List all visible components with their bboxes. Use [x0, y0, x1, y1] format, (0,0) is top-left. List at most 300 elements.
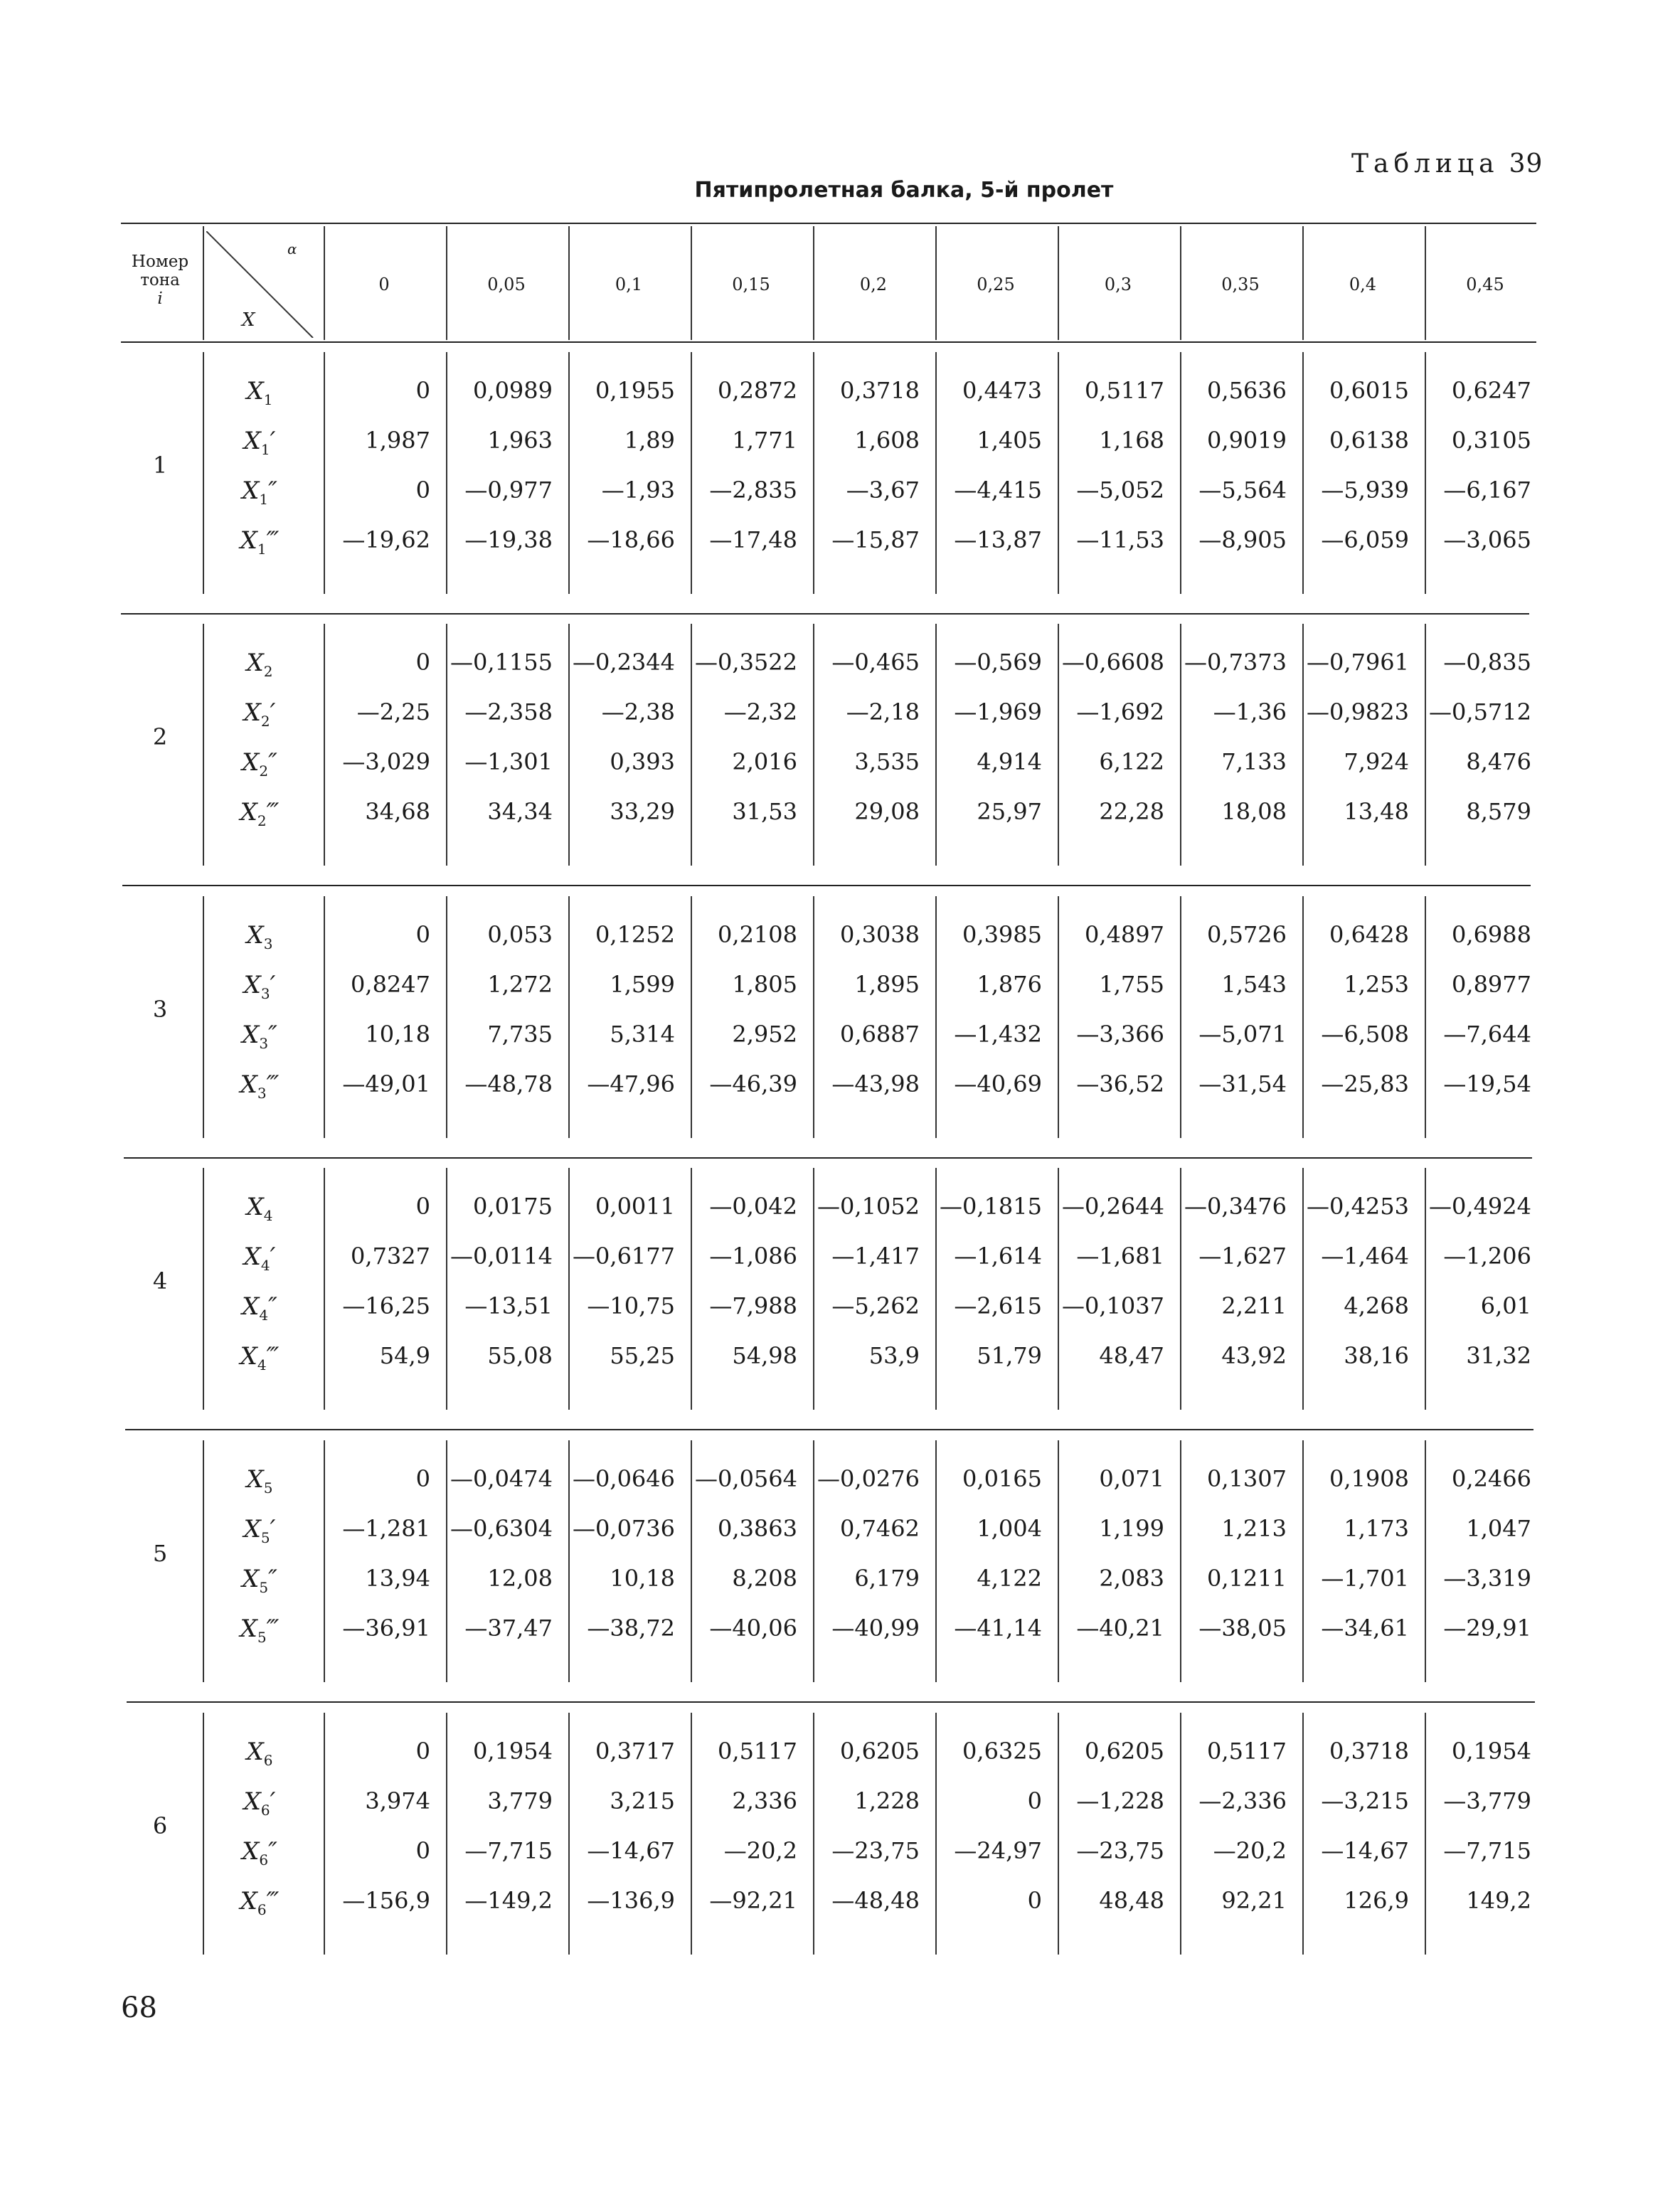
column-line: [935, 1168, 937, 1410]
column-header-2: 0,1: [615, 275, 643, 294]
table-cell: 0,2108: [718, 921, 797, 948]
variable-label: [206, 1565, 313, 1596]
table-cell: 0,0011: [595, 1193, 675, 1220]
table-cell: —1,281: [342, 1515, 430, 1542]
variable-symbol: X: [240, 1342, 257, 1371]
table-cell: —48,48: [831, 1887, 920, 1914]
variable-subscript: 6: [257, 1900, 267, 1918]
table-cell: —0,4924: [1429, 1193, 1531, 1220]
column-header-3: 0,15: [732, 275, 770, 294]
table-cell: 0,9019: [1207, 427, 1287, 454]
table-cell: 0,3985: [962, 921, 1042, 948]
column-line: [1302, 1440, 1304, 1682]
table-cell: —0,1052: [817, 1193, 920, 1220]
table-cell: —40,21: [1076, 1615, 1164, 1642]
table-cell: 2,336: [732, 1787, 797, 1814]
table-cell: —36,52: [1076, 1070, 1164, 1097]
table-cell: —136,9: [587, 1887, 675, 1914]
variable-symbol: X: [246, 1465, 264, 1494]
table-cell: 0,8977: [1452, 971, 1531, 998]
table-cell: 33,29: [610, 798, 675, 825]
header-column-line: [813, 226, 814, 340]
table-cell: 0,053: [487, 921, 553, 948]
table-cell: 7,924: [1344, 748, 1409, 775]
variable-label: [206, 1193, 313, 1224]
table-cell: —38,05: [1198, 1615, 1287, 1642]
table-cell: 0,8247: [351, 971, 430, 998]
table-cell: —2,615: [954, 1292, 1042, 1319]
table-cell: 4,122: [977, 1565, 1042, 1592]
table-cell: 0,393: [610, 748, 675, 775]
variable-label: [206, 377, 313, 408]
variable-symbol: X: [242, 1837, 260, 1866]
table-cell: —5,564: [1198, 477, 1287, 504]
table-cell: 0,1955: [595, 377, 675, 404]
column-header-6: 0,3: [1104, 275, 1132, 294]
table-cell: 13,94: [365, 1565, 430, 1592]
column-line: [324, 1168, 325, 1410]
table-cell: 1,987: [365, 427, 430, 454]
column-line: [568, 352, 570, 594]
column-line: [324, 1440, 325, 1682]
table-cell: 1,405: [977, 427, 1042, 454]
column-line: [691, 624, 692, 866]
table-cell: 0,5726: [1207, 921, 1287, 948]
column-line: [1180, 1168, 1181, 1410]
column-line: [1425, 896, 1426, 1138]
variable-label: [206, 1021, 313, 1052]
header-column-line: [203, 226, 204, 340]
column-line: [1302, 624, 1304, 866]
table-cell: —0,835: [1443, 649, 1531, 676]
variable-subscript: 6: [263, 1751, 273, 1769]
variable-symbol: X: [240, 1887, 257, 1915]
variable-symbol: X: [240, 798, 257, 826]
variable-label: [206, 798, 313, 829]
table-cell: 1,963: [487, 427, 553, 454]
table-cell: —6,508: [1321, 1021, 1409, 1048]
table-cell: 4,268: [1344, 1292, 1409, 1319]
table-cell: —1,086: [709, 1243, 797, 1270]
table-cell: 0,3038: [840, 921, 920, 948]
table-cell: —0,9823: [1307, 698, 1409, 725]
variable-subscript: 4: [263, 1206, 273, 1224]
table-cell: 0,4897: [1085, 921, 1164, 948]
table-cell: 3,535: [854, 748, 920, 775]
table-cell: 0: [415, 921, 430, 948]
column-line: [324, 1713, 325, 1955]
table-cell: —36,91: [342, 1615, 430, 1642]
table-cell: 1,004: [977, 1515, 1042, 1542]
header-row-label-line1: Номер: [131, 252, 189, 271]
column-line: [1425, 352, 1426, 594]
column-line: [1302, 896, 1304, 1138]
table-cell: 12,08: [487, 1565, 553, 1592]
table-cell: —40,06: [709, 1615, 797, 1642]
table-cell: 2,952: [732, 1021, 797, 1048]
column-line: [813, 1168, 814, 1410]
table-cell: —5,262: [831, 1292, 920, 1319]
column-line: [935, 1440, 937, 1682]
table-cell: 0,1908: [1329, 1465, 1409, 1492]
table-cell: 0,7462: [840, 1515, 920, 1542]
column-line: [935, 1713, 937, 1955]
table-cell: —40,99: [831, 1615, 920, 1642]
header-row-label-line2: тона: [140, 271, 180, 289]
variable-subscript: 1: [260, 440, 270, 458]
variable-subscript: 5: [260, 1529, 270, 1546]
table-cell: —0,4253: [1307, 1193, 1409, 1220]
header-column-line: [568, 226, 570, 340]
table-cell: —0,2644: [1062, 1193, 1164, 1220]
table-cell: 0,3717: [595, 1738, 675, 1765]
table-cell: —17,48: [709, 526, 797, 553]
table-cell: 38,16: [1344, 1342, 1409, 1369]
variable-symbol: X: [240, 1615, 257, 1643]
table-cell: —3,029: [342, 748, 430, 775]
variable-subscript: 3: [263, 935, 273, 952]
table-cell: —2,835: [709, 477, 797, 504]
table-cell: 0: [415, 1837, 430, 1864]
variable-subscript: 5: [263, 1479, 273, 1496]
table-cell: —7,644: [1443, 1021, 1531, 1048]
header-column-line: [1302, 226, 1304, 340]
table-cell: —37,47: [464, 1615, 553, 1642]
table-cell: 0,2872: [718, 377, 797, 404]
table-cell: 48,48: [1099, 1887, 1164, 1914]
variable-label: [206, 649, 313, 680]
variable-primes: ″: [268, 477, 277, 505]
table-cell: —0,7373: [1184, 649, 1287, 676]
table-cell: —8,905: [1198, 526, 1287, 553]
table-cell: 0,1954: [473, 1738, 553, 1765]
column-line: [568, 624, 570, 866]
column-line: [203, 1168, 204, 1410]
variable-label: [206, 526, 313, 558]
column-line: [1180, 352, 1181, 594]
column-line: [203, 352, 204, 594]
table-cell: 18,08: [1221, 798, 1287, 825]
header-column-line: [446, 226, 447, 340]
column-line: [935, 352, 937, 594]
table-cell: —5,071: [1198, 1021, 1287, 1048]
column-line: [1302, 1168, 1304, 1410]
table-cell: —11,53: [1076, 526, 1164, 553]
table-cell: 2,211: [1221, 1292, 1287, 1319]
header-column-line: [935, 226, 937, 340]
table-cell: —47,96: [587, 1070, 675, 1097]
variable-label: [206, 1292, 313, 1324]
column-line: [446, 624, 447, 866]
variable-subscript: 2: [260, 712, 270, 730]
table-cell: 43,92: [1221, 1342, 1287, 1369]
table-cell: 0,3718: [840, 377, 920, 404]
table-label-word: Таблица: [1351, 149, 1499, 179]
table-cell: 0,4473: [962, 377, 1042, 404]
variable-subscript: 3: [259, 1034, 269, 1052]
column-line: [813, 624, 814, 866]
table-cell: 1,771: [732, 427, 797, 454]
column-line: [1425, 1168, 1426, 1410]
table-cell: —2,358: [464, 698, 553, 725]
variable-symbol: X: [242, 477, 260, 505]
column-line: [568, 1713, 570, 1955]
table-cell: —15,87: [831, 526, 920, 553]
tone-number: 3: [152, 996, 168, 1023]
tone-number: 1: [152, 452, 168, 479]
column-line: [203, 1713, 204, 1955]
table-cell: —0,2344: [573, 649, 675, 676]
table-cell: 6,179: [854, 1565, 920, 1592]
variable-primes: ′: [270, 971, 276, 999]
table-cell: —92,21: [709, 1887, 797, 1914]
column-header-0: 0: [378, 275, 390, 294]
variable-primes: ′: [270, 1515, 276, 1543]
variable-symbol: X: [242, 1565, 260, 1593]
column-line: [1058, 896, 1059, 1138]
column-line: [324, 352, 325, 594]
variable-subscript: 2: [263, 662, 273, 680]
header-row-label-line3: i: [157, 289, 163, 308]
table-cell: —0,0114: [450, 1243, 553, 1270]
table-cell: —0,042: [709, 1193, 797, 1220]
tone-separator: [127, 1701, 1535, 1703]
variable-subscript: 1: [263, 390, 273, 408]
table-cell: —7,715: [1443, 1837, 1531, 1864]
table-cell: —149,2: [464, 1887, 553, 1914]
table-cell: —1,206: [1443, 1243, 1531, 1270]
table-cell: 4,914: [977, 748, 1042, 775]
column-line: [568, 896, 570, 1138]
table-cell: 1,047: [1466, 1515, 1531, 1542]
column-line: [1180, 896, 1181, 1138]
table-cell: 0,1307: [1207, 1465, 1287, 1492]
column-line: [203, 1440, 204, 1682]
table-cell: 0,3863: [718, 1515, 797, 1542]
table-cell: 0: [415, 1738, 430, 1765]
column-line: [1180, 1440, 1181, 1682]
column-line: [1058, 1713, 1059, 1955]
column-header-7: 0,35: [1221, 275, 1260, 294]
variable-symbol: X: [243, 1515, 261, 1543]
variable-label: [206, 748, 313, 780]
variable-subscript: 3: [260, 984, 270, 1002]
table-cell: —1,93: [601, 477, 675, 504]
table-cell: —0,3476: [1184, 1193, 1287, 1220]
column-line: [203, 896, 204, 1138]
table-cell: 1,599: [610, 971, 675, 998]
table-cell: —13,51: [464, 1292, 553, 1319]
variable-symbol: X: [242, 1021, 260, 1049]
table-cell: —7,988: [709, 1292, 797, 1319]
column-line: [446, 1713, 447, 1955]
variable-symbol: X: [243, 427, 261, 455]
variable-primes: ″: [268, 1021, 277, 1049]
table-cell: —41,14: [954, 1615, 1042, 1642]
table-cell: —19,62: [342, 526, 430, 553]
table-cell: —40,69: [954, 1070, 1042, 1097]
table-cell: 0,5117: [718, 1738, 797, 1765]
header-column-line: [1425, 226, 1426, 340]
table-cell: —1,432: [954, 1021, 1042, 1048]
top-rule: [121, 223, 1536, 224]
table-cell: 1,876: [977, 971, 1042, 998]
variable-subscript: 4: [259, 1306, 269, 1324]
variable-label: [206, 1787, 313, 1819]
table-cell: —3,319: [1443, 1565, 1531, 1592]
header-column-line: [1180, 226, 1181, 340]
column-line: [1425, 1713, 1426, 1955]
table-cell: 55,08: [487, 1342, 553, 1369]
column-line: [935, 896, 937, 1138]
header-column-line: [324, 226, 325, 340]
variable-primes: ″: [268, 748, 277, 777]
table-cell: —0,1815: [940, 1193, 1042, 1220]
table-cell: —10,75: [587, 1292, 675, 1319]
variable-label: [206, 1887, 313, 1918]
variable-symbol: X: [240, 526, 257, 555]
table-cell: 3,215: [610, 1787, 675, 1814]
table-cell: 1,543: [1221, 971, 1287, 998]
table-cell: —18,66: [587, 526, 675, 553]
table-cell: —14,67: [1321, 1837, 1409, 1864]
tone-separator: [125, 1429, 1533, 1430]
variable-subscript: 5: [259, 1578, 269, 1596]
table-cell: 0: [1027, 1887, 1042, 1914]
table-cell: —3,215: [1321, 1787, 1409, 1814]
header-diagonal: [206, 231, 320, 338]
table-cell: 8,579: [1466, 798, 1531, 825]
variable-label: [206, 1837, 313, 1868]
table-cell: 0,6887: [840, 1021, 920, 1048]
tone-number: 5: [152, 1540, 168, 1567]
table-cell: —24,97: [954, 1837, 1042, 1864]
variable-symbol: X: [246, 649, 264, 677]
tone-separator: [122, 885, 1531, 886]
table-cell: —0,1037: [1062, 1292, 1164, 1319]
table-cell: —0,6608: [1062, 649, 1164, 676]
header-alpha: α: [287, 240, 297, 257]
header-rule: [121, 341, 1536, 343]
table-cell: 10,18: [365, 1021, 430, 1048]
table-cell: —2,32: [723, 698, 797, 725]
table-cell: 0,3105: [1452, 427, 1531, 454]
table-cell: 1,89: [624, 427, 675, 454]
table-cell: —1,969: [954, 698, 1042, 725]
variable-primes: ″: [268, 1565, 277, 1593]
column-line: [1058, 352, 1059, 594]
variable-symbol: X: [240, 1070, 257, 1099]
table-cell: 0,1211: [1207, 1565, 1287, 1592]
table-cell: —6,059: [1321, 526, 1409, 553]
column-line: [446, 1168, 447, 1410]
table-cell: —2,18: [846, 698, 920, 725]
column-line: [1302, 352, 1304, 594]
table-cell: —1,228: [1076, 1787, 1164, 1814]
variable-subscript: 6: [260, 1801, 270, 1819]
table-cell: —3,065: [1443, 526, 1531, 553]
column-line: [691, 1440, 692, 1682]
table-cell: 6,01: [1480, 1292, 1531, 1319]
column-line: [1425, 1440, 1426, 1682]
column-line: [1058, 1168, 1059, 1410]
table-cell: 0: [415, 649, 430, 676]
table-cell: 1,253: [1344, 971, 1409, 998]
variable-primes: ″: [268, 1837, 277, 1866]
table-cell: —3,366: [1076, 1021, 1164, 1048]
variable-primes: ′: [270, 1243, 276, 1271]
table-cell: —1,627: [1198, 1243, 1287, 1270]
table-cell: 54,9: [379, 1342, 430, 1369]
column-line: [446, 896, 447, 1138]
table-cell: —1,701: [1321, 1565, 1409, 1592]
table-cell: —1,417: [831, 1243, 920, 1270]
table-cell: —46,39: [709, 1070, 797, 1097]
header-column-line: [1058, 226, 1059, 340]
table-cell: 92,21: [1221, 1887, 1287, 1914]
table-cell: 55,25: [610, 1342, 675, 1369]
table-cell: —0,7961: [1307, 649, 1409, 676]
tone-number: 6: [152, 1812, 168, 1839]
table-cell: —1,614: [954, 1243, 1042, 1270]
table-cell: —0,6304: [450, 1515, 553, 1542]
table-cell: 5,314: [610, 1021, 675, 1048]
table-cell: 1,805: [732, 971, 797, 998]
variable-subscript: 4: [260, 1256, 270, 1274]
table-cell: 126,9: [1344, 1887, 1409, 1914]
table-cell: 34,68: [365, 798, 430, 825]
variable-label: [206, 427, 313, 458]
table-cell: 1,755: [1099, 971, 1164, 998]
table-cell: —1,464: [1321, 1243, 1409, 1270]
variable-symbol: X: [246, 1193, 264, 1221]
variable-symbol: X: [243, 698, 261, 727]
table-cell: —0,465: [831, 649, 920, 676]
table-cell: —0,5712: [1429, 698, 1531, 725]
column-line: [324, 624, 325, 866]
header-column-line: [691, 226, 692, 340]
column-line: [203, 624, 204, 866]
variable-label: [206, 971, 313, 1002]
column-line: [1058, 624, 1059, 866]
variable-subscript: 1: [257, 540, 267, 558]
table-cell: 0,5117: [1207, 1738, 1287, 1765]
table-cell: 1,895: [854, 971, 920, 998]
variable-primes: ‴: [266, 1070, 280, 1099]
table-cell: 10,18: [610, 1565, 675, 1592]
table-cell: 0: [1027, 1787, 1042, 1814]
variable-subscript: 2: [259, 762, 269, 780]
table-cell: 1,213: [1221, 1515, 1287, 1542]
variable-primes: ‴: [266, 1342, 280, 1371]
table-cell: —29,91: [1443, 1615, 1531, 1642]
table-cell: 54,98: [732, 1342, 797, 1369]
table-cell: 53,9: [868, 1342, 920, 1369]
column-header-4: 0,2: [859, 275, 888, 294]
variable-label: [206, 1615, 313, 1646]
table-cell: —4,415: [954, 477, 1042, 504]
table-cell: —0,977: [464, 477, 553, 504]
table-cell: —7,715: [464, 1837, 553, 1864]
table-cell: —1,301: [464, 748, 553, 775]
table-cell: 0,6015: [1329, 377, 1409, 404]
table-cell: —31,54: [1198, 1070, 1287, 1097]
table-cell: 0,6205: [840, 1738, 920, 1765]
table-cell: 31,53: [732, 798, 797, 825]
table-cell: 7,735: [487, 1021, 553, 1048]
table-cell: —20,2: [1213, 1837, 1287, 1864]
column-header-1: 0,05: [487, 275, 526, 294]
